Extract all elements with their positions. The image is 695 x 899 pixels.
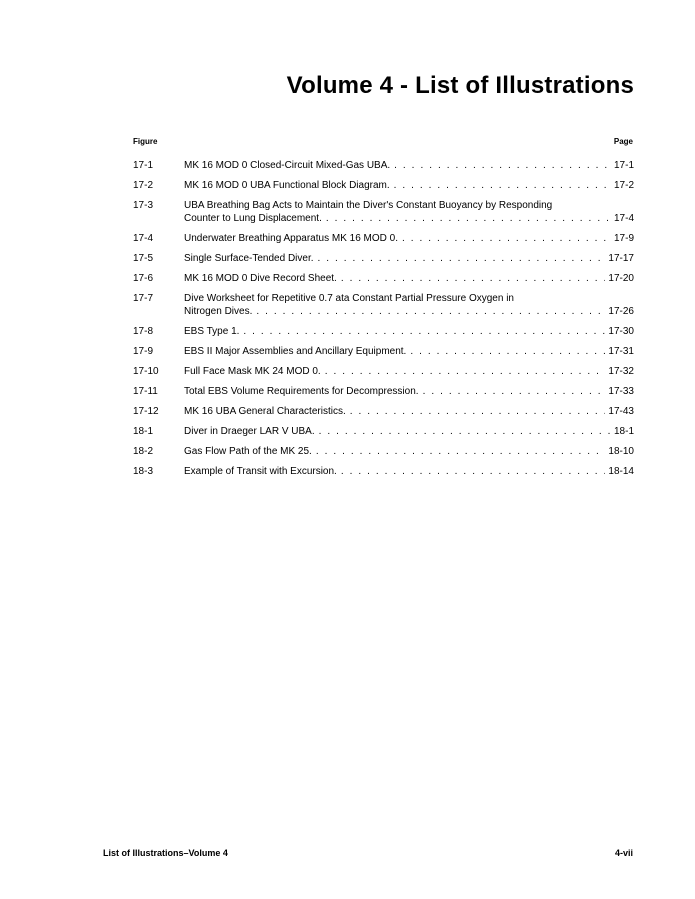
list-item: [133, 199, 634, 225]
figure-entry: [184, 179, 634, 192]
figure-entry: [184, 365, 634, 378]
list-item: [133, 272, 634, 285]
figure-title-line: MK 16 UBA General Characteristics.: [184, 406, 346, 417]
dot-leader: [394, 179, 611, 192]
dot-leader: [243, 325, 605, 338]
list-item: [133, 465, 634, 478]
page-reference: 18-1: [613, 426, 634, 437]
dot-leader: [316, 445, 606, 458]
page-reference: 17-20: [608, 273, 634, 284]
figure-entry: [184, 272, 634, 285]
figure-number: 18-2: [133, 446, 154, 457]
page-reference: 17-32: [608, 366, 634, 377]
figure-number: 18-1: [133, 426, 154, 437]
dot-leader: [410, 345, 605, 358]
list-item: [133, 345, 634, 358]
page-reference: 17-26: [608, 306, 634, 317]
page-reference: 17-33: [608, 386, 634, 397]
figure-title-line: EBS II Major Assemblies and Ancillary Equipment.: [184, 346, 407, 357]
figure-number: 17-2: [133, 180, 154, 191]
dot-leader: [394, 159, 611, 172]
dot-leader: [319, 425, 611, 438]
footer-page-number: 4-vii: [614, 848, 633, 858]
figure-entry: [184, 445, 634, 458]
page-reference: 18-14: [608, 466, 634, 477]
page-reference: 17-30: [608, 326, 634, 337]
illustrations-list: [133, 159, 634, 485]
figure-number: 17-3: [133, 200, 154, 211]
page-reference: 17-43: [608, 406, 634, 417]
page-reference: 17-4: [613, 213, 634, 224]
figure-title-line: Gas Flow Path of the MK 25.: [184, 446, 312, 457]
figure-title-line: MK 16 MOD 0 Dive Record Sheet.: [184, 273, 337, 284]
list-item: [133, 179, 634, 192]
figure-entry: [184, 292, 634, 318]
figure-title-line: Single Surface-Tended Diver.: [184, 253, 314, 264]
figure-number: 17-1: [133, 160, 154, 171]
figure-title-line: Dive Worksheet for Repetitive 0.7 ata Constant Partial Pressure Oxygen in: [184, 293, 514, 304]
figure-number: 17-12: [133, 406, 159, 417]
page-reference: 18-10: [608, 446, 634, 457]
page-reference: 17-2: [613, 180, 634, 191]
page-column-header: Page: [613, 137, 633, 146]
figure-title-line: EBS Type 1.: [184, 326, 240, 337]
dot-leader: [341, 272, 606, 285]
figure-entry: [184, 252, 634, 265]
list-item: [133, 385, 634, 398]
dot-leader: [350, 405, 606, 418]
figure-number: 17-5: [133, 253, 154, 264]
list-item: [133, 425, 634, 438]
figure-number: 17-9: [133, 346, 154, 357]
dot-leader: [318, 252, 606, 265]
figure-entry: [184, 425, 634, 438]
page-title: Volume 4 - List of Illustrations: [286, 72, 634, 99]
list-item: [133, 159, 634, 172]
figure-entry: [184, 345, 634, 358]
list-item: [133, 292, 634, 318]
figure-entry: [184, 405, 634, 418]
figure-column-header: Figure: [133, 137, 158, 146]
figure-title-line: Example of Transit with Excursion.: [184, 466, 337, 477]
figure-number: 17-4: [133, 233, 154, 244]
figure-entry: [184, 199, 634, 225]
figure-title-line: Full Face Mask MK 24 MOD 0.: [184, 366, 321, 377]
figure-title-line: Nitrogen Dives.: [184, 306, 253, 317]
figure-entry: [184, 325, 634, 338]
figure-number: 17-6: [133, 273, 154, 284]
figure-title-line: MK 16 MOD 0 Closed-Circuit Mixed-Gas UBA.: [184, 160, 391, 171]
dot-leader: [256, 305, 605, 318]
figure-title-line: Diver in Draeger LAR V UBA.: [184, 426, 315, 437]
list-item: [133, 325, 634, 338]
figure-title-line: Counter to Lung Displacement.: [184, 213, 322, 224]
list-item: [133, 405, 634, 418]
dot-leader: [402, 232, 611, 245]
list-item: [133, 252, 634, 265]
list-item: [133, 365, 634, 378]
figure-title-line: Total EBS Volume Requirements for Decompression.: [184, 386, 419, 397]
figure-title-line: UBA Breathing Bag Acts to Maintain the Diver's Constant Buoyancy by Responding: [184, 200, 553, 211]
figure-entry: [184, 232, 634, 245]
figure-entry: [184, 385, 634, 398]
page-reference: 17-31: [608, 346, 634, 357]
figure-number: 17-10: [133, 366, 159, 377]
page-reference: 17-9: [613, 233, 634, 244]
figure-number: 18-3: [133, 466, 154, 477]
list-item: [133, 445, 634, 458]
dot-leader: [423, 385, 606, 398]
figure-number: 17-8: [133, 326, 154, 337]
figure-number: 17-11: [133, 386, 158, 397]
figure-entry: [184, 159, 634, 172]
page-reference: 17-17: [608, 253, 634, 264]
figure-title-line: Underwater Breathing Apparatus MK 16 MOD 0.: [184, 233, 398, 244]
footer-title: List of Illustrations–Volume 4: [103, 848, 228, 858]
figure-number: 17-7: [133, 293, 154, 304]
figure-title-line: MK 16 MOD 0 UBA Functional Block Diagram.: [184, 180, 390, 191]
dot-leader: [325, 365, 606, 378]
dot-leader: [326, 212, 611, 225]
list-item: [133, 232, 634, 245]
figure-entry: [184, 465, 634, 478]
page-reference: 17-1: [613, 160, 634, 171]
dot-leader: [341, 465, 606, 478]
